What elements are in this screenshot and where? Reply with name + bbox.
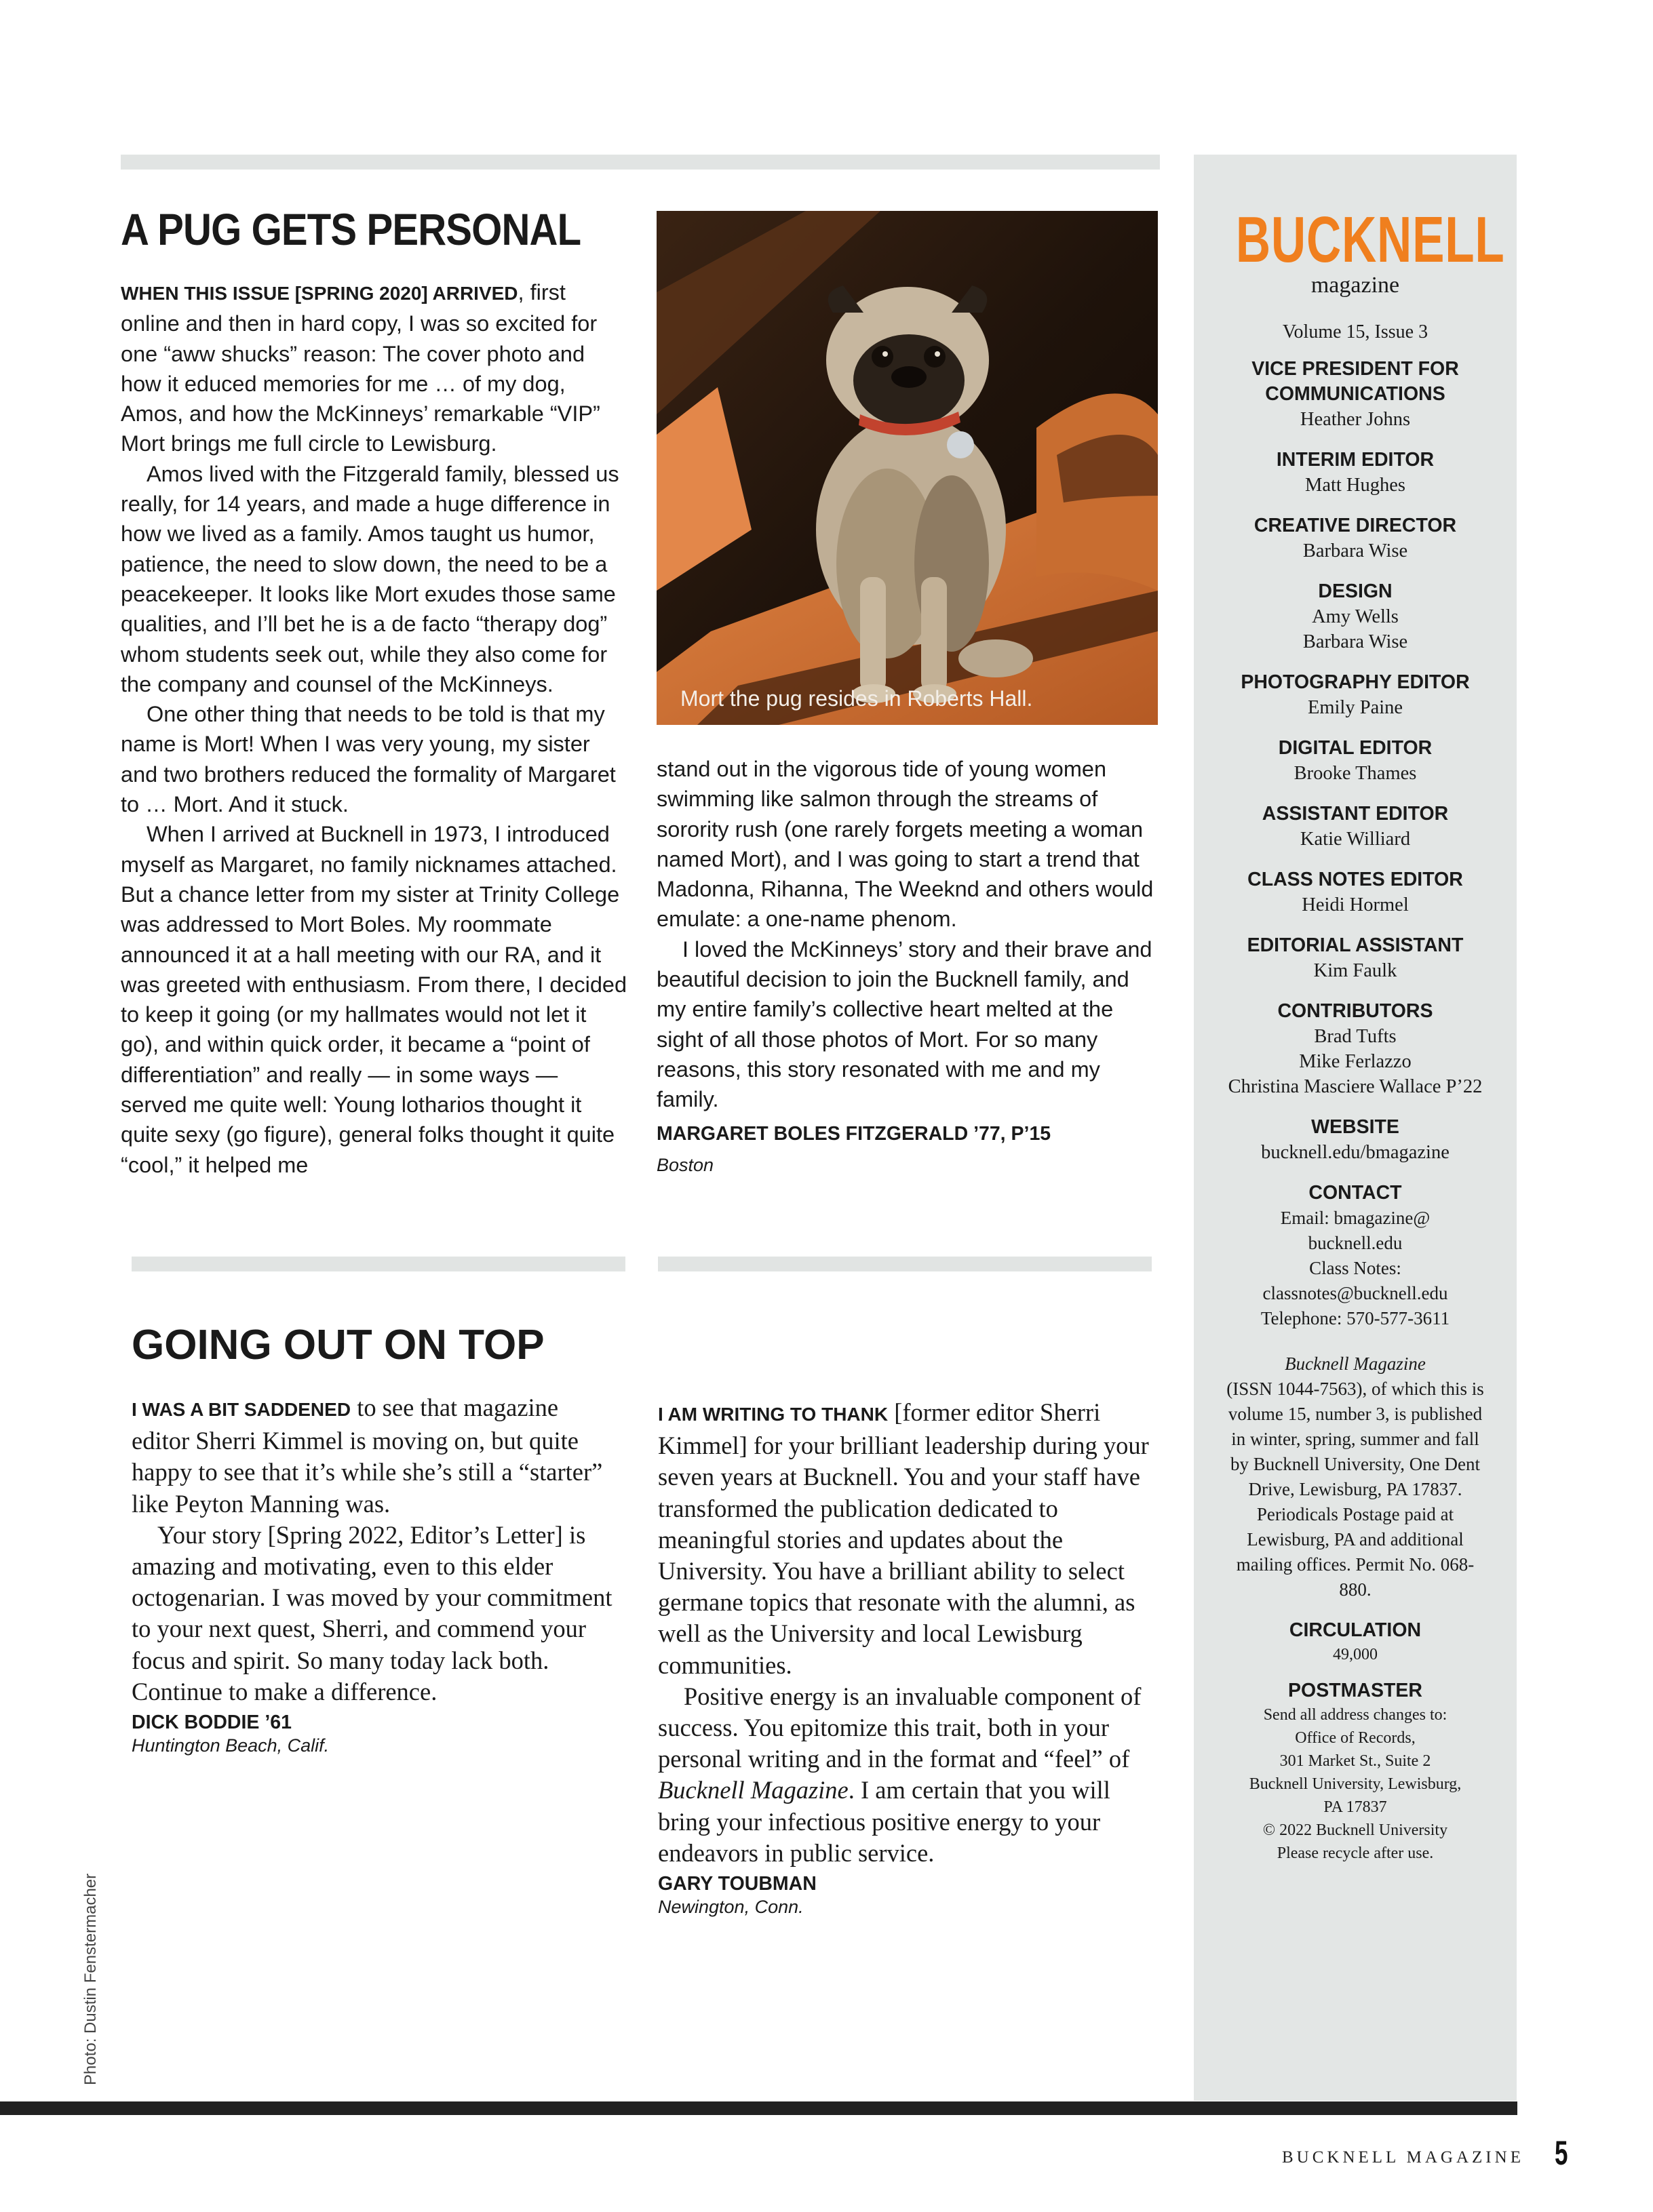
photo-credit: Photo: Dustin Fenstermacher [81, 1873, 100, 2085]
staff-vp: VICE PRESIDENT FOR COMMUNICATIONS Heather Johns [1251, 358, 1459, 430]
postmaster: POSTMASTER Send all address changes to: Office of Records, 301 Market St., Suite 2 Bucknell University, Lewisburg, PA 17837 © 2022 Bucknell University Please recycle after use. [1249, 1680, 1462, 1862]
staff-contributors: CONTRIBUTORS Brad Tufts Mike Ferlazzo Christina Masciere Wallace P’22 [1228, 1000, 1483, 1097]
staff-classnotes: CLASS NOTES EDITOR Heidi Hormel [1247, 869, 1463, 915]
brand-logo: BUCKNELL [1235, 203, 1505, 276]
paragraph: WHEN THIS ISSUE [SPRING 2020] ARRIVED, first online and then in hard copy, I was so excited for one “aww shucks” reason: The cover photo and how it educed memories for me … of my dog, Amos, and how the McKinneys’ remarkable “VIP” Mort brings me full circle to Lewisburg. [121, 280, 600, 456]
page-number: 5 [1555, 2134, 1568, 2172]
article-title: A PUG GETS PERSONAL [121, 204, 581, 254]
mid-rule-left [132, 1257, 625, 1271]
signature: MARGARET BOLES FITZGERALD ’77, P’15 [657, 1122, 1051, 1145]
volume-issue: Volume 15, Issue 3 [1282, 321, 1428, 342]
article-title: GOING OUT ON TOP [132, 1322, 545, 1368]
photo-caption: Mort the pug resides in Roberts Hall. [680, 686, 1033, 711]
staff-editorial: EDITORIAL ASSISTANT Kim Faulk [1247, 934, 1464, 981]
lead-in: WHEN THIS ISSUE [SPRING 2020] ARRIVED [121, 283, 518, 304]
masthead-sidebar [1194, 155, 1517, 2101]
paragraph: stand out in the vigorous tide of young women swimming like salmon through the streams of sorority rush (one rarely forgets meeting a woman named Mort), and I was going to start a trend that Madonna, Rihanna, The Weeknd and others would emulate: a one-name phenom. [657, 757, 1154, 932]
footer-magazine-name: BUCKNELL MAGAZINE [1282, 2148, 1524, 2167]
top-rule-left [121, 155, 1160, 170]
paragraph: Positive energy is an invaluable component of success. You epitomize this trait, both in your personal writing and in the format and “feel” of Bucknell Magazine. I am certain that you will bring your infectious positive energy to your endeavors in public service. [658, 1682, 1142, 1867]
letter-gary [658, 1397, 1161, 1918]
article-pug-continued [657, 754, 1160, 1180]
website: WEBSITE bucknell.edu/bmagazine [1261, 1116, 1450, 1163]
signature-location: Boston [657, 1154, 714, 1175]
signature-location: Newington, Conn. [658, 1897, 804, 1918]
signature: GARY TOUBMAN [658, 1873, 817, 1895]
article-pug [121, 204, 629, 1180]
circulation: CIRCULATION 49,000 [1289, 1619, 1422, 1663]
mid-rule-right [658, 1257, 1152, 1271]
signature-location: Huntington Beach, Calif. [132, 1735, 330, 1756]
staff-design: DESIGN Amy Wells Barbara Wise [1302, 580, 1408, 652]
pug-photo [657, 211, 1158, 725]
signature: DICK BODDIE ’61 [132, 1712, 292, 1734]
brand-subtitle: magazine [1310, 273, 1400, 298]
staff-assistant: ASSISTANT EDITOR Katie Williard [1262, 803, 1449, 850]
article-going-out [132, 1324, 620, 1756]
paragraph: I loved the McKinneys’ story and their brave and beautiful decision to join the Bucknell family, and my entire family’s collective heart melted at the sight of all those photos of Mort. For so many reasons, this story resonated with me and my family. [657, 936, 1152, 1112]
paragraph: When I arrived at Bucknell in 1973, I introduced myself as Margaret, no family nicknames attached. But a chance letter from my sister at Trinity College was addressed to Mort Boles. My roommate announced it at a hall meeting with our RA, and it was greeted with enthusiasm. From there, I decided to keep it going (or my hallmates would not let it go), and within quick order, it became a “point of differentiation” and really — in some ways — served me quite well: Young lotharios thought it quite sexy (go figure), general folks thought it quite “cool,” it helped me [121, 822, 627, 1177]
paragraph: Your story [Spring 2022, Editor’s Letter] is amazing and motivating, even to this elder octogenarian. I was moved by your commitment to your next quest, Sherri, and commend your focus and spirit. So many today lack both. Continue to make a difference. [132, 1520, 612, 1705]
paragraph: Amos lived with the Fitzgerald family, blessed us really, for 14 years, and made a huge difference in how we lived as a family. Amos taught us humor, patience, the need to slow down, the need to be a peacekeeper. It looks like Mort exudes those same qualities, and I’ll bet he is a de facto “therapy dog” whom students seek out, while they also come for the company and counsel of the McKinneys. [121, 461, 619, 696]
paragraph: I WAS A BIT SADDENED to see that magazine editor Sherri Kimmel is moving on, but quite happy to see that it’s while she’s still a “starter” like Peyton Manning was. [132, 1394, 603, 1518]
footer-bar [0, 2101, 1517, 2115]
paragraph: I AM WRITING TO THANK [former editor Sherri Kimmel] for your brilliant leadership during your seven years at Bucknell. You and your staff have transformed the publication dedicated to meaningful stories and updates about the University. You have a brilliant ability to select germane topics that resonate with the alumni, as well as the University and local Lewisburg communities. [658, 1398, 1149, 1679]
publication-notice: Bucknell Magazine (ISSN 1044-7563), of which this is volume 15, number 3, is published in winter, spring, summer and fall by Bucknell University, One Dent Drive, Lewisburg, PA 17837. Periodicals Postage paid at Lewisburg, PA and additional mailing offices. Permit No. 068-880. [1226, 1354, 1484, 1600]
contact: CONTACT Email: bmagazine@ bucknell.edu Class Notes: classnotes@bucknell.edu Telephone: 570-577-3611 [1260, 1182, 1450, 1328]
staff-creative: CREATIVE DIRECTOR Barbara Wise [1253, 515, 1457, 561]
staff-editor: INTERIM EDITOR Matt Hughes [1276, 449, 1435, 496]
staff-photo: PHOTOGRAPHY EDITOR Emily Paine [1241, 671, 1470, 718]
lead-in: I WAS A BIT SADDENED [132, 1399, 351, 1420]
paragraph: One other thing that needs to be told is that my name is Mort! When I was very young, my sister and two brothers reduced the formality of Margaret to … Mort. And it stuck. [121, 702, 616, 817]
lead-in: I AM WRITING TO THANK [658, 1404, 889, 1425]
staff-digital: DIGITAL EDITOR Brooke Thames [1278, 737, 1433, 784]
pug-image [657, 211, 1158, 725]
